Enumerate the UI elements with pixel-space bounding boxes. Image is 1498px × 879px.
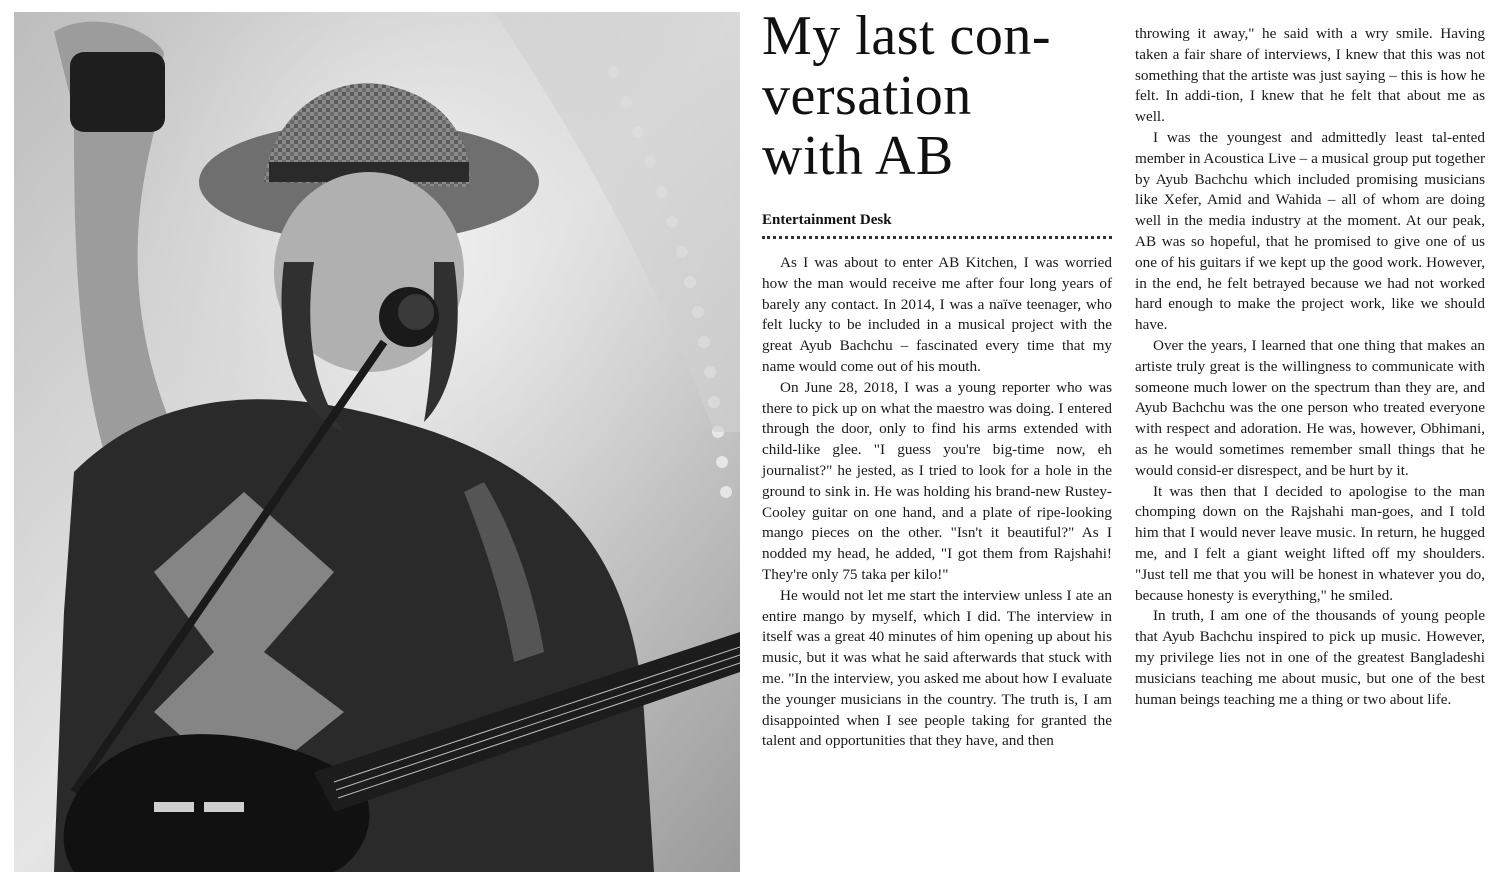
article-column-2 [1135, 24, 1485, 710]
article-column-1 [762, 253, 1112, 752]
paragraph: Over the years, I learned that one thing that makes an artiste truly great is the willingness to communicate with someone much lower on the spectrum than they are, and Ayub Bachchu was the one person who treated everyone with respect and adoration. He was, however, Obhimani, as he would sometimes remember small things that he would consid-er disrespect, and be hurt by it. [1135, 336, 1485, 479]
paragraph: In truth, I am one of the thousands of young people that Ayub Bachchu inspired to pick up music. However, my privilege lies not in one of the greatest Bangladeshi musicians teaching me about music, but one of the best human beings teaching me a thing or two about life. [1135, 607, 1485, 708]
headline-line-3: with AB [762, 125, 954, 187]
dotted-divider [762, 236, 1112, 239]
paragraph-continuation: throwing it away," he said with a wry smile. Having taken a fair share of interviews, I knew that this was not something that the artiste was just saying – this is how he felt. In addi-tion, I knew that he felt that about me as well. [1135, 25, 1485, 126]
paragraph: I was the youngest and admittedly least tal-ented member in Acoustica Live – a musical group put together by Ayub Bachchu which included promising musicians like Xefer, Amid and Wahida – all of whom are doing well in the media industry at the moment. At our peak, AB was so hopeful, that he promised to give one of us one of his guitars if we kept up the good work. However, in the end, he felt betrayed because we had not worked hard enough to make the project work, like we should have. [1135, 128, 1485, 334]
headline-line-2: versation [762, 65, 972, 127]
musician-photo-illustration [14, 12, 740, 872]
headline-line-1: My last con- [762, 5, 1052, 67]
article-headline [762, 6, 1122, 186]
article-photo [14, 12, 740, 872]
paragraph: On June 28, 2018, I was a young reporter who was there to pick up on what the maestro was doing. I entered through the door, only to find his arms extended with child-like glee. "I guess you're big-time now, eh journalist?" he jested, as I tried to look for a hole in the ground to sink in. He was holding his brand-new Rustey-Cooley guitar on one hand, and a plate of ripe-looking mango pieces on the other. "Isn't it beautiful?" As I nodded my head, he added, "I got them from Rajshahi! They're only 75 taka per kilo!" [762, 378, 1112, 583]
byline: Entertainment Desk [762, 212, 892, 228]
paragraph: It was then that I decided to apologise to the man chomping down on the Rajshahi man-goes, and I told him that I would never leave music. In return, he hugged me, and I felt a giant weight lifted off my shoulders. "Just tell me that you will be honest in whatever you do, because honesty is everything," he smiled. [1135, 482, 1485, 604]
paragraph: He would not let me start the interview unless I ate an entire mango by myself, which I did. The interview in itself was a great 40 minutes of him opening up about his music, but it was what he said afterwards that stuck with me. "In the interview, you asked me about how I evaluate the younger musicians in the country. The truth is, I am disappointed when I see people taking for granted the talent and opportunities that they have, and then [762, 586, 1112, 750]
paragraph: As I was about to enter AB Kitchen, I was worried how the man would receive me after four long years of barely any contact. In 2014, I was a naïve teenager, who felt lucky to be included in a musical project with the great Ayub Bachchu – fascinated every time that my name would come out of his mouth. [762, 254, 1112, 375]
